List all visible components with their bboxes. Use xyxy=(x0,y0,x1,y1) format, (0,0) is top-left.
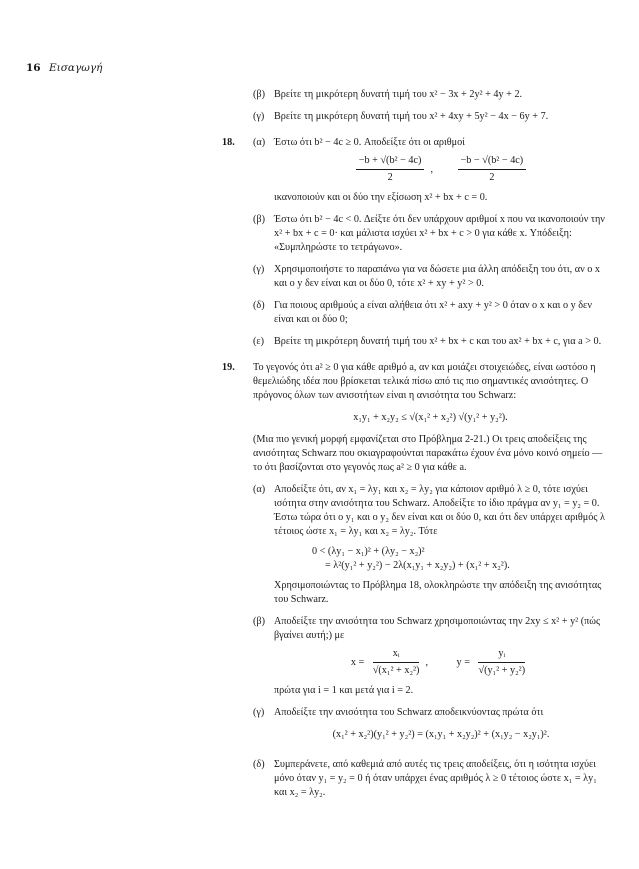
part-label: (α) xyxy=(253,484,266,495)
part-text: Έστω ότι b² − 4c ≥ 0. Αποδείξτε ότι οι αριθμοί xyxy=(274,137,465,148)
problem-17b xyxy=(0,88,639,102)
part-label: (ε) xyxy=(253,336,265,347)
expansion-equation xyxy=(0,545,639,573)
part-text: ικανοποιούν και οι δύο την εξίσωση x² + bx + c = 0. xyxy=(274,192,488,203)
problem-18a-cont xyxy=(0,191,639,205)
part-label: (γ) xyxy=(253,264,265,275)
page-header xyxy=(26,62,102,74)
part-text: πρώτα για i = 1 και μετά για i = 2. xyxy=(274,685,414,696)
root-plus: $\frac{\text{−b + √(b² − 4c)}}{2}$ xyxy=(356,154,425,185)
part-text: Βρείτε τη μικρότερη δυνατή τιμή του x² + bx + c και του ax² + bx + c, για a > 0. xyxy=(274,336,602,347)
section-title: Εισαγωγή xyxy=(48,62,103,74)
part-label: (β) xyxy=(253,89,265,100)
part-label: (δ) xyxy=(253,300,265,311)
part-label: (γ) xyxy=(253,111,265,122)
part-text: Συμπεράνετε, από καθεμιά από αυτές τις τρεις αποδείξεις, ότι η ισότητα ισχύει μόνο όταν y₁ = y₂ = 0 ή όταν υπάρχει ένας αριθμός λ ≥ 0 τέτοιος ώστε x₁ = λy₁ και x₂ = λy₂. xyxy=(274,759,597,798)
problem-text: (Μια πιο γενική μορφή εμφανίζεται στο Πρόβλημα 2-21.) Οι τρεις αποδείξεις της ανισότητας Schwarz που σκιαγραφούνται παρακάτω έχουν ένα μόνο κοινό σημείο —το ότι βασίζονται στο γεγονός πως a² ≥ 0 για κάθε a. xyxy=(253,434,603,473)
schwarz-inequality: x₁y₁ + x₂y₂ ≤ √(x₁² + x₂²) √(y₁² + y₂²). xyxy=(353,412,508,423)
part-label: (β) xyxy=(253,214,265,225)
part-label: (δ) xyxy=(253,759,265,770)
part-label: (γ) xyxy=(253,707,265,718)
problems-body xyxy=(0,88,639,800)
problem-19a-cont xyxy=(0,579,639,607)
problem-18c xyxy=(0,263,639,291)
part-label: (β) xyxy=(253,616,265,627)
part-text: Αποδείξτε ότι, αν x₁ = λy₁ και x₂ = λy₂ για κάποιον αριθμό λ ≥ 0, τότε ισχύει ισότητα στην ανισότητα του Schwarz. Αποδείξτε το ίδιο πράγμα αν y₁ = y₂ = 0. Έστω τώρα ότι ο y₁ και ο y₂ δεν είναι και οι δύο 0, και ότι δεν υπάρχει αριθμός λ τέτοιος ώστε x₁ = λy₁ και x₂ = λy₂. Τότε xyxy=(274,484,605,537)
part-text: Έστω ότι b² − 4c < 0. Δείξτε ότι δεν υπάρχουν αριθμοί x που να ικανοποιούν την x² + bx + c = 0· και μάλιστα ισχύει x² + bx + c > 0 για κάθε x. Υπόδειξη: «Συμπληρώστε το τετράγωνο». xyxy=(274,214,605,253)
part-label: (α) xyxy=(253,137,266,148)
problem-18b xyxy=(0,213,639,255)
part-text: Βρείτε τη μικρότερη δυνατή τιμή του x² + 4xy + 5y² − 4x − 6y + 7. xyxy=(274,111,549,122)
problem-18d xyxy=(0,299,639,327)
equation-line-2: = λ²(y₁² + y₂²) − 2λ(x₁y₁ + x₂y₂) + (x₁² + x₂²). xyxy=(325,560,510,571)
x-normalized: $\frac{\text{xᵢ}}{\text{√(x₁² + x₂²)}}$ xyxy=(372,648,420,676)
equation-line-1: 0 < (λy₁ − x₁)² + (λy₂ − x₂)² xyxy=(312,546,425,557)
root-minus: $\frac{\text{−b − √(b² − 4c)}}{2}$ xyxy=(458,154,527,185)
problem-19b-cont xyxy=(0,684,639,698)
problem-19b xyxy=(0,615,639,643)
problem-19-note xyxy=(0,433,639,475)
part-text: Αποδείξτε την ανισότητα του Schwarz αποδεικνύοντας πρώτα ότι xyxy=(274,707,544,718)
part-text: Χρησιμοποιώντας το Πρόβλημα 18, ολοκληρώστε την απόδειξη της ανισότητας του Schwarz. xyxy=(274,580,602,605)
y-normalized: $\frac{\text{yᵢ}}{\text{√(y₁² + y₂²)}}$ xyxy=(478,648,526,676)
lagrange-identity: (x₁² + x₂²)(y₁² + y₂²) = (x₁y₁ + x₂y₂)² + (x₁y₂ − x₂y₁)². xyxy=(332,729,550,740)
problem-number: 19. xyxy=(222,362,235,373)
problem-19-intro xyxy=(0,361,639,403)
problem-18a xyxy=(0,136,639,150)
problem-19d xyxy=(0,758,639,800)
quadratic-roots: $\frac{\text{−b + √(b² − 4c)}}{2}$ , $\frac{\text{−b − √(b² − 4c)}}{2}$ xyxy=(274,154,608,185)
problem-17c xyxy=(0,110,639,124)
part-text: Για ποιους αριθμούς a είναι αλήθεια ότι x² + axy + y² > 0 όταν ο x και ο y δεν είναι και οι δύο 0; xyxy=(274,300,592,325)
normalized-vars: x = $\frac{\text{xᵢ}}{\text{√(x₁² + x₂²)}}$ , y = $\frac{\text{yᵢ}}{\text{√(y₁² + y₂²)}}$ xyxy=(350,648,526,676)
problem-text: Το γεγονός ότι a² ≥ 0 για κάθε αριθμό a, αν και μοιάζει στοιχειώδες, είναι ωστόσο η θεμελιώδης ιδέα που βρίσκεται τελικά πίσω από τις πιο σημαντικές ανισότητες. Ο πρόγονος όλων των ανισοτήτων είναι η ανισότητα του Schwarz: xyxy=(253,362,596,401)
problem-number: 18. xyxy=(222,137,235,148)
problem-19c xyxy=(0,706,639,720)
problem-19a xyxy=(0,483,639,539)
page-number: 16 xyxy=(26,62,41,74)
problem-18e xyxy=(0,335,639,349)
part-text: Βρείτε τη μικρότερη δυνατή τιμή του x² − 3x + 2y² + 4y + 2. xyxy=(274,89,523,100)
part-text: Χρησιμοποιήστε το παραπάνω για να δώσετε μια άλλη απόδειξη του ότι, αν ο x και ο y δεν είναι και οι δύο 0, τότε x² + xy + y² > 0. xyxy=(274,264,600,289)
part-text: Αποδείξτε την ανισότητα του Schwarz χρησιμοποιώντας την 2xy ≤ x² + y² (πώς βγαίνει αυτή;) με xyxy=(274,616,601,641)
